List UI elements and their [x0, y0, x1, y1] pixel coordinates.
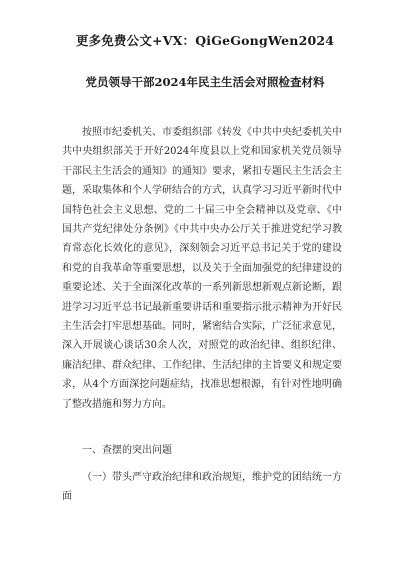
subsection-heading: （一）带头严守政治纪律和政治规矩，维护党的团结统一方面: [62, 472, 342, 503]
section-heading: 一、查摆的突出问题: [82, 445, 172, 456]
intro-paragraph: 按照市纪委机关、市委组织部《转发《中共中央纪委机关中共中央组织部关于开好2024年度县以上党和国家机关党员领导干部民主生活会的通知》的通知》要求，紧扣专题民主生活会主题，采取集体和个人学研结合的方式，认真学习习近平新时代中国特色社会主义思想、党的二十届三中全会精神以及党章、《中国共产党纪律处分条例》《中共中央办公厅关于推进党纪学习教育常态化长效化的意见》，深刻领会习近平总书记关于党的建设和党的自我革命等重要思想，以及关于全面加强党的纪律建设的重要论述、关于全面深化改革的一系列新思想新观点新论断，跟进学习习近平总书记最新重要讲话和重要指示批示精神为开好民主生活会打牢思想基础。同时，紧密结合实际，广泛征求意见，深入开展谈心谈话30余人次，对照党的政治纪律、组织纪律、廉洁纪律、群众纪律、工作纪律、生活纪律的主旨要义和规定要求，从4个方面深挖问题症结，找准思想根源，有针对性地明确了整改措施和努力方向。: [62, 127, 342, 410]
watermark-header: 更多免费公文+VX：QiGeGongWen2024: [75, 33, 335, 48]
document-title: 党员领导干部2024年民主生活会对照检查材料: [85, 75, 325, 89]
